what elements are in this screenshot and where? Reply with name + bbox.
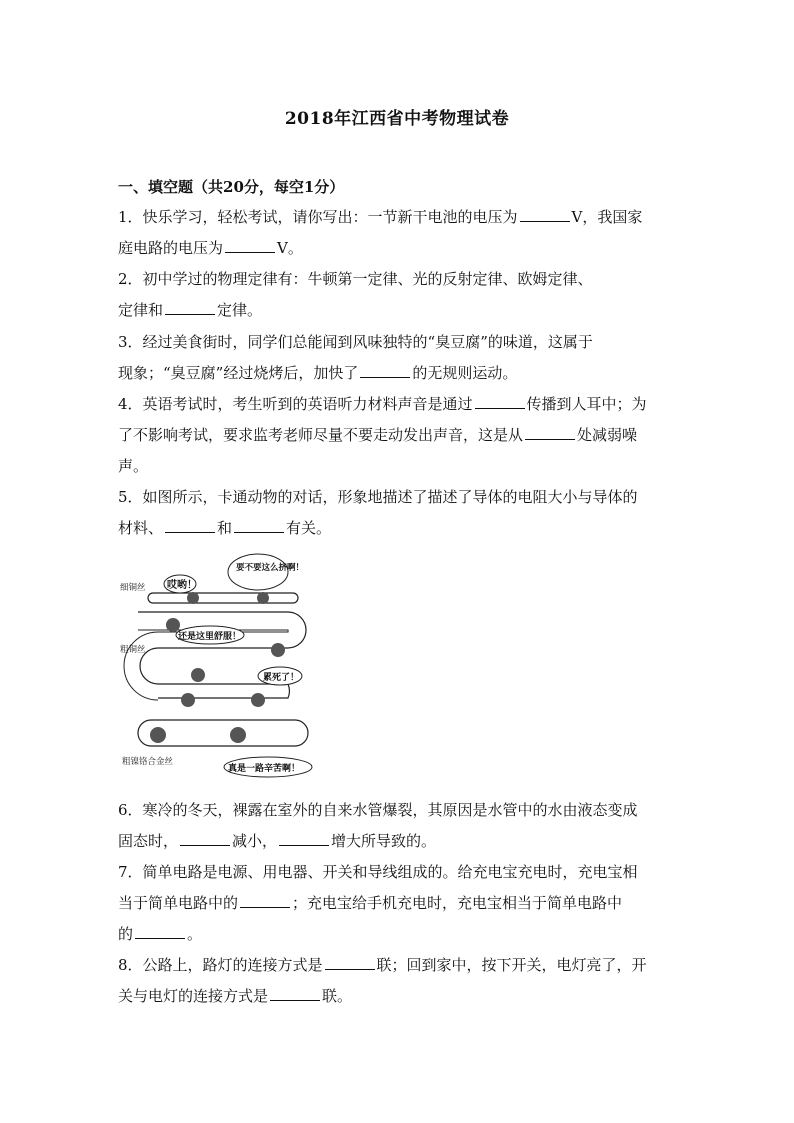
- creature-icon: [181, 693, 195, 707]
- question-text: 4．英语考试时，考生听到的英语听力材料声音是通过: [118, 395, 473, 413]
- question-text: 定律。: [217, 301, 263, 319]
- question-text: V。: [277, 239, 303, 257]
- question-8-line-1: [118, 954, 678, 975]
- question-text: 有关。: [286, 519, 332, 537]
- answer-blank: [234, 518, 284, 533]
- question-text: 联；回到家中，按下开关，电灯亮了，开: [376, 956, 647, 974]
- question-text: 7．简单电路是电源、用电器、开关和导线组成的。给充电宝充电时，充电宝相: [118, 863, 638, 881]
- label-thin-copper: 细铜丝: [120, 583, 146, 593]
- question-text: 定律和: [118, 301, 164, 319]
- question-5-line-2: [118, 517, 678, 538]
- creature-icon: [251, 693, 265, 707]
- answer-blank: [279, 831, 329, 846]
- creature-icon: [191, 668, 205, 682]
- answer-blank: [360, 363, 410, 378]
- thin-wire-shape: [148, 593, 298, 603]
- creature-icon: [166, 618, 180, 632]
- question-text: 的无规则运动。: [412, 364, 518, 382]
- question-4-line-2: [118, 424, 678, 445]
- question-5-line-1: [118, 486, 678, 507]
- question-1-line-1: [118, 206, 678, 227]
- bubble-text-1: 哎哟！: [167, 580, 197, 591]
- question-4-line-3: [118, 455, 678, 476]
- answer-blank: [520, 207, 570, 222]
- question-text: 减小，: [232, 832, 278, 850]
- answer-blank: [165, 300, 215, 315]
- creature-icon: [257, 592, 269, 604]
- question-7-line-3: [118, 923, 678, 944]
- answer-blank: [270, 986, 320, 1001]
- creature-icon: [271, 643, 285, 657]
- question-6-line-1: [118, 799, 678, 820]
- answer-blank: [525, 425, 575, 440]
- section-heading: 一、填空题（共20分，每空1分）: [118, 178, 345, 196]
- question-text: 的: [118, 925, 134, 943]
- question-text: 处减弱噪: [577, 426, 638, 444]
- question-text: 6．寒冷的冬天，裸露在室外的自来水管爆裂，其原因是水管中的水由液态变成: [118, 801, 638, 819]
- question-3-line-2: [118, 362, 678, 383]
- question-3-line-1: [118, 331, 678, 352]
- question-text: V，我国家: [571, 208, 643, 226]
- question-text: 3．经过美食街时，同学们总能闻到风味独特的“臭豆腐”的味道，这属于: [118, 333, 593, 351]
- question-text: 当于简单电路中的: [118, 894, 239, 912]
- question-text: ；充电宝给手机充电时，充电宝相当于简单电路中: [292, 894, 623, 912]
- question-text: 联。: [322, 987, 353, 1005]
- answer-blank: [325, 955, 375, 970]
- question-text: 了不影响考试，要求监考老师尽量不要走动发出声音，这是从: [118, 426, 524, 444]
- page-title: 2018年江西省中考物理试卷: [284, 109, 510, 129]
- question-text: 1．快乐学习，轻松考试，请你写出：一节新干电池的电压为: [118, 208, 518, 226]
- question-text: 庭电路的电压为: [118, 239, 224, 257]
- label-alloy: 粗镍铬合金丝: [122, 757, 174, 767]
- question-text: 。: [187, 925, 203, 943]
- question-7-line-2: [118, 892, 678, 913]
- answer-blank: [475, 394, 525, 409]
- question-text: 8．公路上，路灯的连接方式是: [118, 956, 323, 974]
- cartoon-figure: [118, 550, 318, 785]
- answer-blank: [135, 924, 185, 939]
- creature-icon: [187, 592, 199, 604]
- question-2-line-1: [118, 268, 678, 289]
- bubble-text-2: 要不要这么挤啊！: [236, 563, 305, 573]
- bubble-text-3: 还是这里舒服！: [178, 632, 242, 642]
- answer-blank: [225, 238, 275, 253]
- resistance-cartoon-illustration: [118, 550, 318, 785]
- question-text: 现象；“臭豆腐”经过烧烤后，加快了: [118, 364, 359, 382]
- question-6-line-2: [118, 830, 678, 851]
- answer-blank: [180, 831, 230, 846]
- question-7-line-1: [118, 861, 678, 882]
- creature-icon: [150, 727, 166, 743]
- bubble-text-4: 累死了！: [263, 673, 300, 683]
- answer-blank: [165, 518, 215, 533]
- question-text: 声。: [118, 457, 149, 475]
- question-text: 增大所导致的。: [331, 832, 437, 850]
- question-text: 传播到人耳中；为: [526, 395, 647, 413]
- bubble-text-5: 真是一路辛苦啊！: [228, 764, 301, 774]
- question-text: 关与电灯的连接方式是: [118, 987, 269, 1005]
- question-text: 5．如图所示，卡通动物的对话，形象地描述了描述了导体的电阻大小与导体的: [118, 488, 638, 506]
- question-text: 材料、: [118, 519, 164, 537]
- question-text: 2．初中学过的物理定律有：牛顿第一定律、光的反射定律、欧姆定律、: [118, 270, 593, 288]
- question-text: 固态时，: [118, 832, 179, 850]
- creature-icon: [230, 727, 246, 743]
- question-text: 和: [217, 519, 233, 537]
- answer-blank: [240, 893, 290, 908]
- question-1-line-2: [118, 237, 678, 258]
- question-2-line-2: [118, 299, 678, 320]
- question-4-line-1: [118, 393, 678, 414]
- label-thick-copper: 粗铜丝: [120, 645, 146, 655]
- question-8-line-2: [118, 985, 678, 1006]
